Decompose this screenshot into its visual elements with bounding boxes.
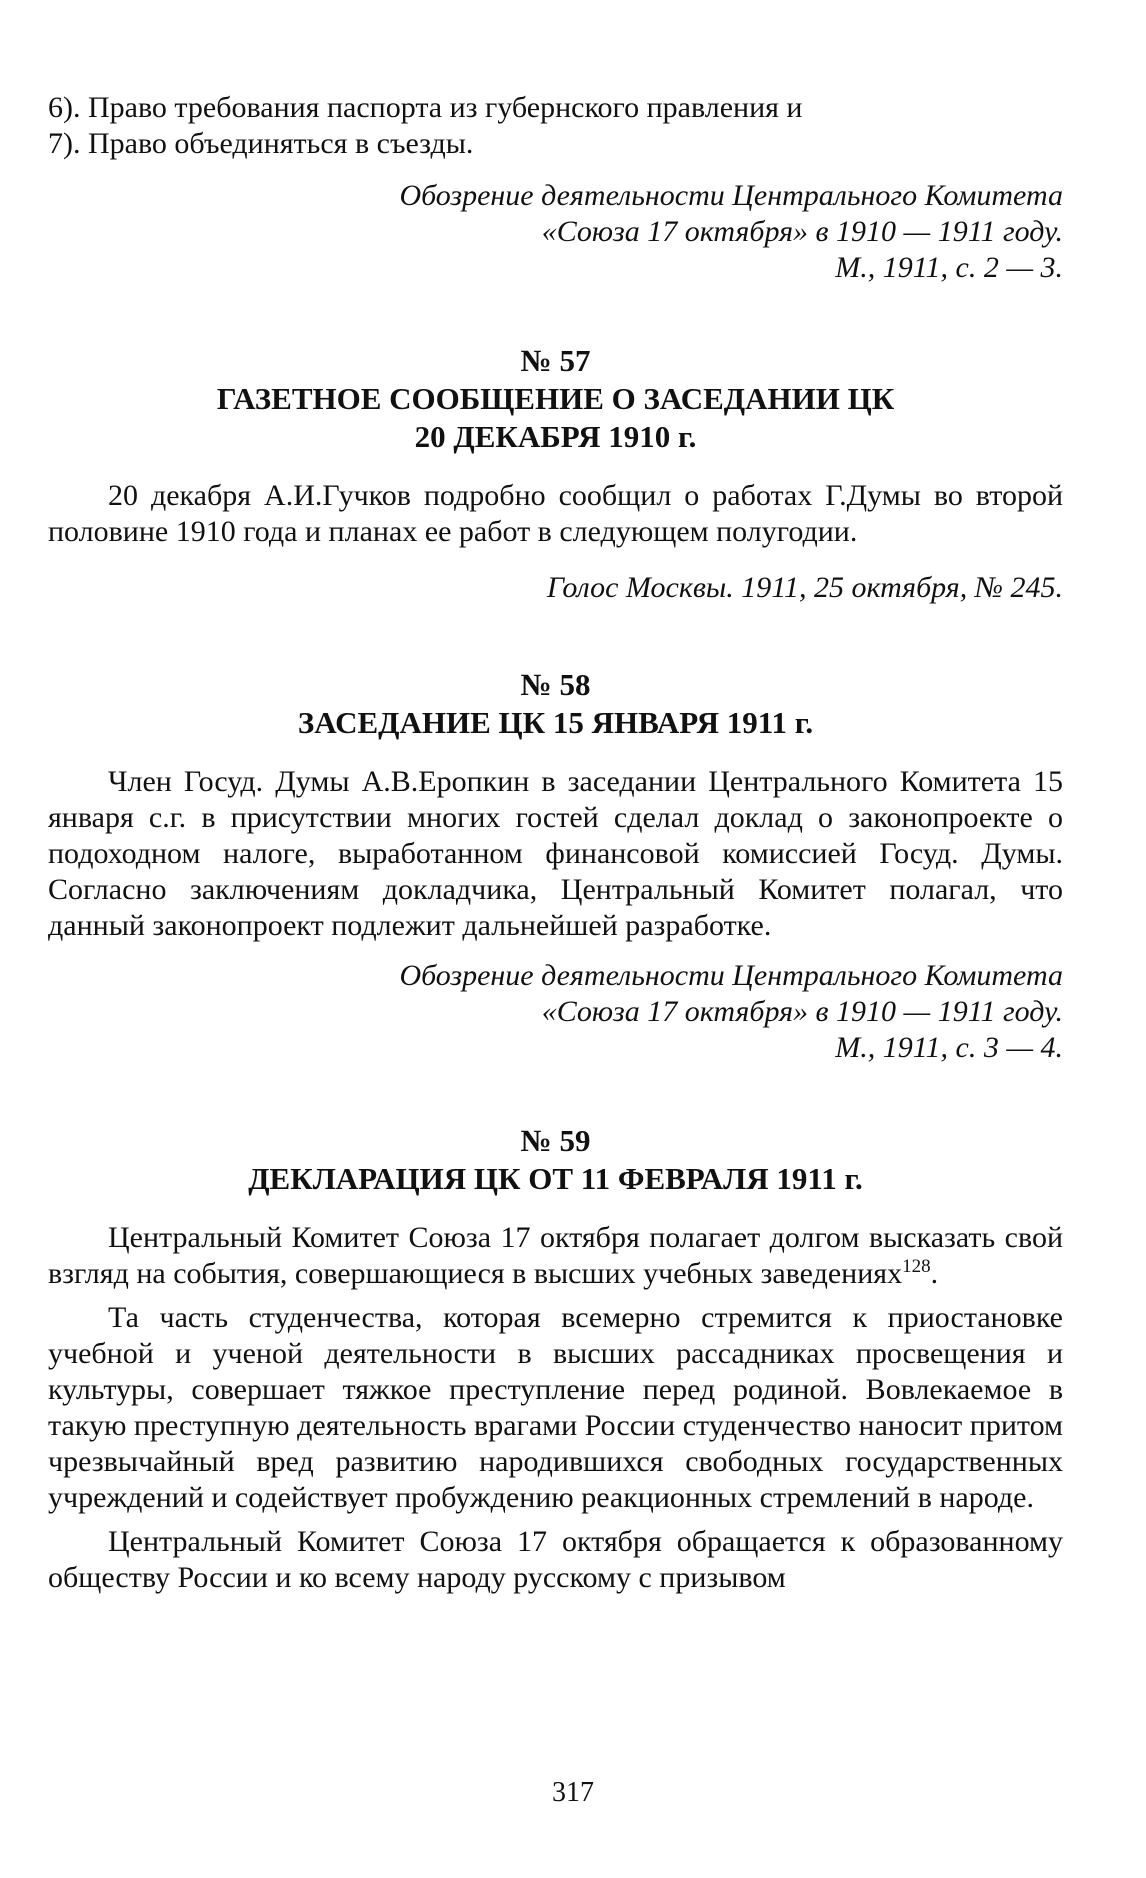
paragraph-text: Центральный Комитет Союза 17 октября полагает долгом высказать свой взгляд на события, совершающиеся в высших учебных заведениях bbox=[48, 1221, 1063, 1290]
source-citation-intro bbox=[48, 178, 1063, 286]
page-number: 317 bbox=[552, 1777, 594, 1808]
paragraph-59-2: Та часть студенчества, которая всемерно стремится к приостановке учебной и ученой деятельности в высших рассадниках просвещения и культуры, совершает тяжкое преступление перед родиной. Вовлекаемое в такую преступную деятельность врагами России студенчество наносит притом чрезвычайный вред развитию народившихся свободных государственных учреждений и содействует пробуждению реакционных стремлений в народе. bbox=[48, 1301, 1063, 1514]
source-line: М., 1911, с. 2 — 3. bbox=[835, 251, 1063, 284]
document-number-59: № 59 bbox=[520, 1123, 591, 1158]
paragraph-59-3: Центральный Комитет Союза 17 октября обращается к образованному обществу России и ко всему народу русскому с призывом bbox=[48, 1525, 1063, 1594]
page-body bbox=[48, 90, 1063, 1596]
intro-line-7: 7). Право объединяться в съезды. bbox=[48, 127, 474, 160]
title-line: 20 ДЕКАБРЯ 1910 г. bbox=[414, 419, 697, 454]
intro-line-6: 6). Право требования паспорта из губернского правления и bbox=[48, 91, 803, 124]
source-line: «Союза 17 октября» в 1910 — 1911 году. bbox=[541, 995, 1063, 1028]
document-title-58: ЗАСЕДАНИЕ ЦК 15 ЯНВАРЯ 1911 г. bbox=[297, 705, 814, 740]
paragraph-59-1 bbox=[48, 1220, 1063, 1292]
source-line: «Союза 17 октября» в 1910 — 1911 году. bbox=[541, 215, 1063, 248]
document-number-57: № 57 bbox=[520, 343, 591, 378]
document-number-58: № 58 bbox=[520, 667, 591, 702]
paragraph-end: . bbox=[930, 1257, 939, 1290]
source-line: Обозрение деятельности Центрального Комитета bbox=[399, 959, 1063, 992]
source-citation-57 bbox=[48, 570, 1063, 606]
title-line: ГАЗЕТНОЕ СООБЩЕНИЕ О ЗАСЕДАНИИ ЦК bbox=[216, 381, 895, 416]
source-line: Голос Москвы. 1911, 25 октября, № 245. bbox=[546, 571, 1063, 604]
source-line: М., 1911, с. 3 — 4. bbox=[835, 1031, 1063, 1064]
source-citation-58 bbox=[48, 958, 1063, 1066]
document-title-57 bbox=[48, 380, 1063, 456]
paragraph-57: 20 декабря А.И.Гучков подробно сообщил о работах Г.Думы во второй половине 1910 года и планах ее работ в следующем полугодии. bbox=[48, 479, 1063, 548]
source-line: Обозрение деятельности Центрального Комитета bbox=[399, 179, 1063, 212]
footnote-ref: 128 bbox=[902, 1256, 931, 1277]
document-title-59: ДЕКЛАРАЦИЯ ЦК ОТ 11 ФЕВРАЛЯ 1911 г. bbox=[248, 1161, 863, 1196]
paragraph-58: Член Госуд. Думы А.В.Еропкин в заседании Центрального Комитета 15 января с.г. в присутствии многих гостей сделал доклад о законопроекте о подоходном налоге, выработанном финансовой комиссией Госуд. Думы. Согласно заключениям докладчика, Центральный Комитет полагал, что данный законопроект подлежит дальнейшей разработке. bbox=[48, 765, 1063, 942]
